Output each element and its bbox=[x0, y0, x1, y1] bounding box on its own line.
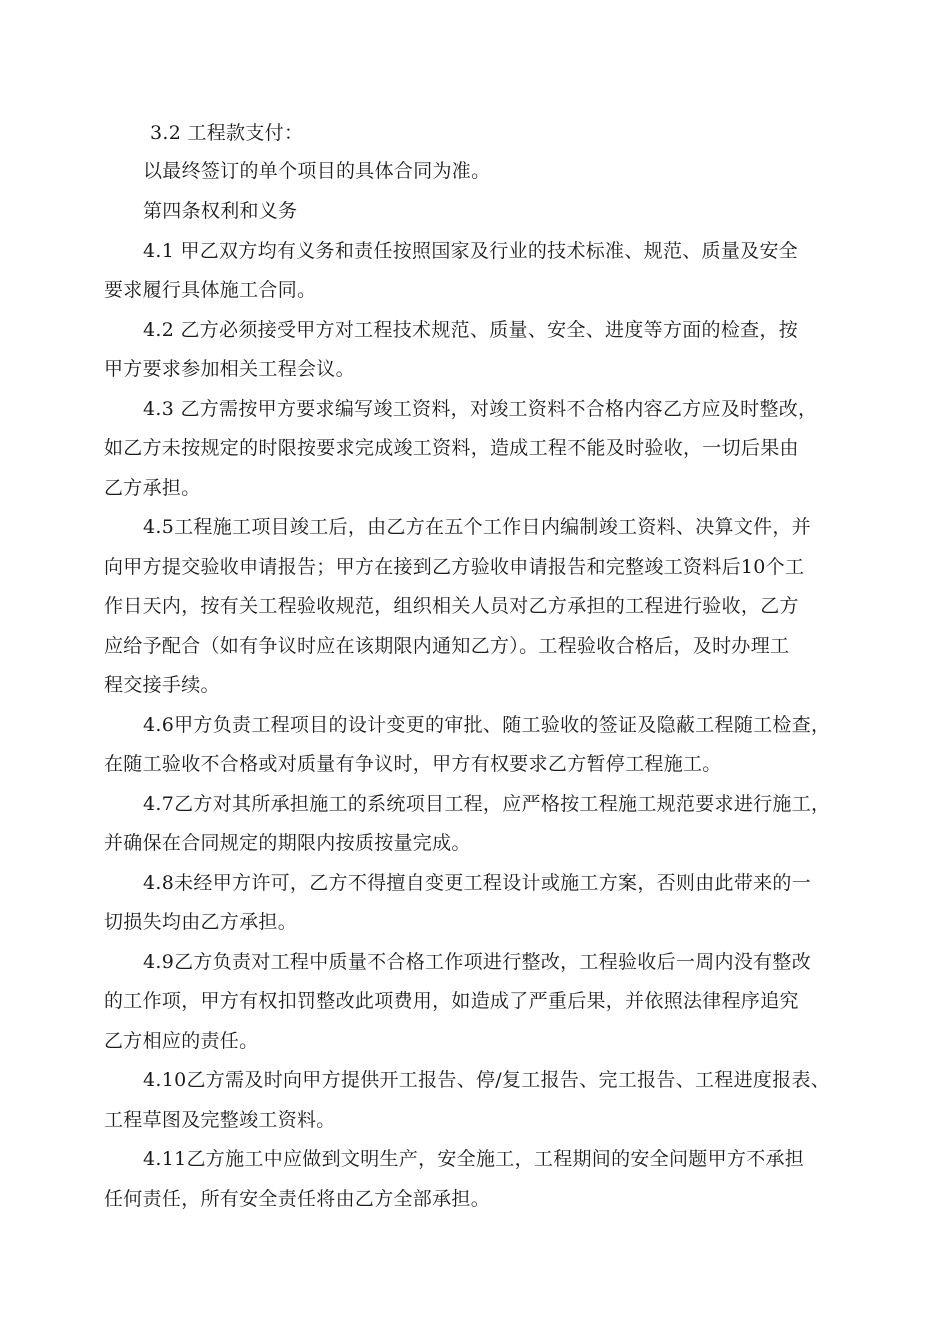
clause-4-5-line-4: 应给予配合（如有争议时应在该期限内通知乙方）。工程验收合格后，及时办理工 bbox=[104, 635, 790, 657]
clause-4-10-line-2: 工程草图及完整竣工资料。 bbox=[104, 1109, 336, 1131]
clause-4-5-line-2: 向甲方提交验收申请报告；甲方在接到乙方验收申请报告和完整竣工资料后10个工 bbox=[104, 556, 805, 578]
clause-4-3-line-3: 乙方承担。 bbox=[104, 477, 201, 499]
clause-4-2-line-1: 4.2 乙方必须接受甲方对工程技术规范、质量、安全、进度等方面的检查，按 bbox=[143, 319, 799, 341]
clause-4-6-line-1: 4.6甲方负责工程项目的设计变更的审批、随工验收的签证及隐蔽工程随工检查， bbox=[143, 714, 831, 736]
clause-4-1-line-2: 要求履行具体施工合同。 bbox=[104, 279, 317, 301]
clause-4-7-line-1: 4.7乙方对其所承担施工的系统项目工程，应严格按工程施工规范要求进行施工， bbox=[143, 793, 831, 815]
clause-4-6-line-2: 在随工验收不合格或对质量有争议时，甲方有权要求乙方暂停工程施工。 bbox=[104, 753, 722, 775]
clause-4-7-line-2: 并确保在合同规定的期限内按质按量完成。 bbox=[104, 832, 471, 854]
clause-4-9-line-3: 乙方相应的责任。 bbox=[104, 1030, 259, 1052]
clause-4-5-line-5: 程交接手续。 bbox=[104, 674, 220, 696]
clause-4-8-line-2: 切损失均由乙方承担。 bbox=[104, 911, 298, 933]
clause-4-9-line-1: 4.9乙方负责对工程中质量不合格工作项进行整改，工程验收后一周内没有整改 bbox=[143, 951, 812, 973]
clause-4-1-line-1: 4.1 甲乙双方均有义务和责任按照国家及行业的技术标准、规范、质量及安全 bbox=[143, 240, 799, 262]
clause-4-5-line-3: 作日天内，按有关工程验收规范，组织相关人员对乙方承担的工程进行验收，乙方 bbox=[104, 595, 799, 617]
clause-3-2-heading: 3.2 工程款支付： bbox=[150, 122, 304, 144]
clause-4-3-line-1: 4.3 乙方需按甲方要求编写竣工资料，对竣工资料不合格内容乙方应及时整改， bbox=[143, 398, 818, 420]
article-4-heading: 第四条权利和义务 bbox=[143, 200, 298, 222]
clause-4-9-line-2: 的工作项，甲方有权扣罚整改此项费用，如造成了严重后果，并依照法律程序追究 bbox=[104, 990, 799, 1012]
clause-4-2-line-2: 甲方要求参加相关工程会议。 bbox=[104, 358, 355, 380]
clause-4-8-line-1: 4.8未经甲方许可，乙方不得擅自变更工程设计或施工方案，否则由此带来的一 bbox=[143, 872, 812, 894]
clause-4-10-line-1: 4.10乙方需及时向甲方提供开工报告、停/复工报告、完工报告、工程进度报表、 bbox=[143, 1069, 831, 1091]
clause-3-2-text: 以最终签订的单个项目的具体合同为准。 bbox=[143, 160, 491, 182]
clause-4-11-line-2: 任何责任，所有安全责任将由乙方全部承担。 bbox=[104, 1188, 491, 1210]
clause-4-3-line-2: 如乙方未按规定的时限按要求完成竣工资料，造成工程不能及时验收，一切后果由 bbox=[104, 437, 799, 459]
clause-4-5-line-1: 4.5工程施工项目竣工后，由乙方在五个工作日内编制竣工资料、决算文件，并 bbox=[143, 516, 812, 538]
clause-4-11-line-1: 4.11乙方施工中应做到文明生产，安全施工，工程期间的安全问题甲方不承担 bbox=[143, 1148, 805, 1170]
